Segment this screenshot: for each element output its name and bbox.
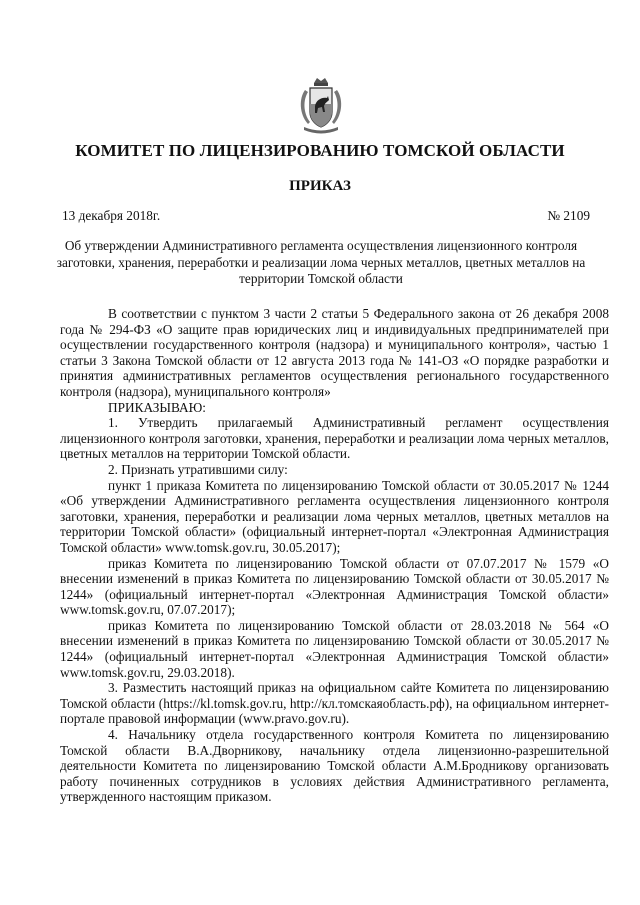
item-2-paragraph: 2. Признать утратившими силу: <box>108 461 288 477</box>
item-1-paragraph: 1. Утвердить прилагаемый Административный регламент осуществления лицензионного контроля заготовки, хранения, переработки и реализации лома черных металлов, цветных металлов на территории Томской области. <box>60 415 609 462</box>
item-3-paragraph: 3. Разместить настоящий приказ на официальном сайте Комитета по лицензированию Томской области (https://kl.tomsk.gov.ru, http://кл.томскаяобласть.рф), на официальном интернет-портале правовой информации (www.pravo.gov.ru). <box>60 680 609 727</box>
order-number: № 2109 <box>547 208 590 223</box>
coat-of-arms-icon <box>296 76 346 136</box>
preamble-paragraph: В соответствии с пунктом 3 части 2 статьи 5 Федерального закона от 26 декабря 2008 года № 294-ФЗ «О защите прав юридических лиц и индивидуальных предпринимателей при осуществлении государственного контроля (надзора) и муниципального контроля», частью 1 статьи 3 Закона Томской области от 12 августа 2013 года № 141-ОЗ «О порядке разработки и принятия административных регламентов осуществления регионального государственного контроля (надзора), муниципального контроля» <box>60 306 609 399</box>
order-date: 13 декабря 2018г. <box>62 208 161 223</box>
order-body <box>60 306 609 805</box>
item-2c-paragraph: приказ Комитета по лицензированию Томской области от 28.03.2018 № 564 «О внесении изменений в приказ Комитета по лицензированию Томской области от 30.05.2017 № 1244» (официальный интернет-портал «Электронная Администрация Томской области» www.tomsk.gov.ru, 29.03.2018). <box>60 617 609 680</box>
order-directive: ПРИКАЗЫВАЮ: <box>108 399 206 415</box>
item-4-paragraph: 4. Начальнику отдела государственного контроля Комитета по лицензированию Томской области В.А.Дворникову, начальнику отдела лицензионно-разрешительной деятельности Комитета по лицензированию Томской области А.М.Бродникову организовать работу починенных сотрудников в условиях действия Административного регламента, утвержденного настоящим приказом. <box>60 727 609 805</box>
committee-title: КОМИТЕТ ПО ЛИЦЕНЗИРОВАНИЮ ТОМСКОЙ ОБЛАСТИ <box>75 141 565 160</box>
document-type: ПРИКАЗ <box>289 178 351 194</box>
item-2b-paragraph: приказ Комитета по лицензированию Томской области от 07.07.2017 № 1579 «О внесении изменений в приказ Комитета по лицензированию Томской области от 30.05.2017 № 1244» (официальный интернет-портал «Электронная Администрация Томской области» www.tomsk.gov.ru, 07.07.2017); <box>60 555 609 618</box>
order-subject: Об утверждении Административного регламента осуществления лицензионного контроля заготовки, хранения, переработки и реализации лома черных металлов, цветных металлов на территории Томской области <box>56 238 586 286</box>
item-2a-paragraph: пункт 1 приказа Комитета по лицензированию Томской области от 30.05.2017 № 1244 «Об утверждении Административного регламента осуществления лицензионного контроля заготовки, хранения, переработки и реализации лома черных металлов, цветных металлов на территории Томской области» (официальный интернет-портал «Электронная Администрация Томской области» www.tomsk.gov.ru, 30.05.2017); <box>60 477 609 555</box>
